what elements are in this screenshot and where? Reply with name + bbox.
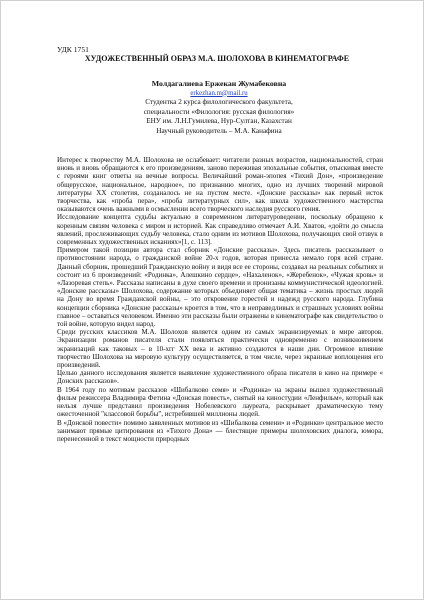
paragraph: Целью данного исследования является выявление художественного образа писателя в кино на примере « Донских рассказов».: [57, 369, 383, 386]
author-name: Молдагалиева Ержекан Жумабековна: [151, 79, 287, 88]
paragraph: Исследование концепта судьбы актуально в современном литературоведении, поскольку обращено к коренным связям человека с миром и историей. Как справедливо отмечает А.И. Хватов, «дойти до смысла явлений, прослеживающих судьбу человека, стало одним из мотивов Шолохова, получающих свой отзвук в современных художественных исканиях»[1, с. 113].: [57, 213, 383, 247]
paragraph: Примером такой позиции автора стал сборник «Донские рассказы». Здесь писатель рассказывает о противостоянии народа, о гражданской войне 20-х годов, которая принесла немало горя всей стране. Данный сборник, прошедший Гражданскую войну и видя все ее стороны, создавал на реальных событиях и состоит из 6 произведений: «Родинка», Алешкино сердце», «Нахаленок», «Жеребенок», «Чужая кровь» и «Лазоревая степь». Рассказы написаны в духе своего времени и пронизаны коммунистической идеологией. «Донские рассказы» Шолохова, содержание которых объединяет общая тематика – жизнь простых людей на Дону во время Гражданской войны, – это откровение горестей и надежд русского народа. Глубина концепции сборника «Донские рассказы» кроется в том, что в неправедливых и страшных условиях войны главное – оставаться человеком. Именно эти рассказы были отражены в кинематографе как свидетельство о той войне, которую видел народ.: [57, 246, 383, 329]
author-affiliation-line: Студентка 2 курса филологического факультета,: [145, 98, 293, 107]
article-title: ХУДОЖЕСТВЕННЫЙ ОБРАЗ М.А. ШОЛОХОВА В КИНЕМАТОГРАФЕ: [84, 54, 350, 63]
supervisor-line: Научный руководитель – М.А. Канафина: [156, 126, 282, 135]
paragraph: Интерес к творчеству М.А. Шолохова не ослабевает: читатели разных возрастов, национальностей, стран вновь и вновь обращаются к его произведениям, заново переживая эпохальные события, отыскивая вместе с героями книг ответы на вечные вопросы. Величайший роман-эпопея «Тихий Дон», «произведение общерусское, национальное, народное», по признанию многих, одно из лучших творений мировой литературы XX столетия, созданалось не на пустом месте. «Донские рассказы» как первый исток творчества, как «проба пера», «проба литературных сил», как школа художественного мастерства оказываются очень важными в осмыслении всего творческого наследия русского гения.: [57, 156, 383, 214]
paragraph: В 1964 году по мотивам рассказов «Шибалково семя» и «Родинка» на экраны вышел художественный фильм режиссера Владимира Фетина «Донская повесть», снятый на киностудии «Ленфильм», который как нельзя лучше представил произведения Нобелевского лауреата, раскрывает драматическую тему ожесточенной "классовой борьбы", истребившей миллионы людей.: [57, 385, 383, 419]
author-block: [57, 79, 381, 137]
article-body: [57, 156, 383, 443]
author-affiliation-line: специальности «Филология: русская филология»: [143, 107, 295, 116]
author-email-link[interactable]: erkezhan.m@mail.ru: [190, 89, 248, 97]
paragraph: В «Донской повести» помимо заявленных мотивов из «Шибалкова семени» и «Родинки» центральное место занимают прямые цитирования из «Тихого Дона» — блестящие примеры шолоховских диалога, юмора, перенесенной в текст мощности природных: [57, 418, 384, 443]
paragraph: Среди русских классиков М.А. Шолохов является одним из самых экранизируемых в мире авторов. Экранизации романов писателя стали появляться практически одновременно с возникновением экранизаций как таковых – в 10-хгг XX века и активно создаются в наши дни. Огромное влияние творчество Шолохова на мировую культуру осуществляется, в том числе, через экранные воплощения его произведений.: [57, 328, 383, 370]
author-affiliation-line: ЕНУ им. Л.Н.Гумилева, Нур-Султан, Казахстан: [146, 117, 292, 126]
udk-code: УДК 1751: [57, 45, 89, 54]
